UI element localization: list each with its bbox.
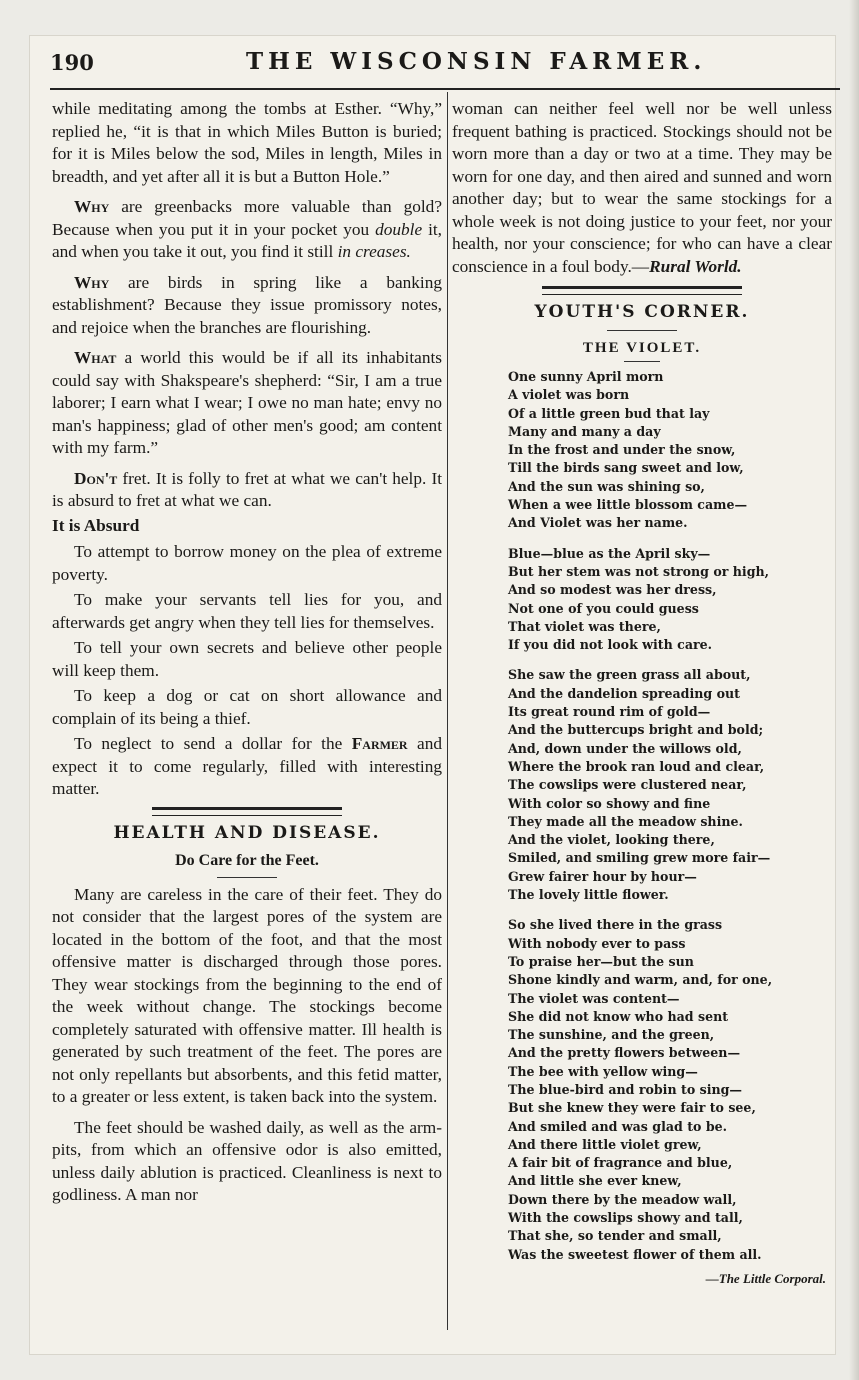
- text-run: and expect it to come regularly, filled with interesting matter.: [52, 734, 442, 798]
- poem-line: With color so showy and fine: [508, 795, 711, 811]
- paragraph-feet-continued: [452, 98, 832, 278]
- poem-line: They made all the meadow shine.: [508, 813, 743, 829]
- lead-word: What: [74, 348, 117, 367]
- text-run: are greenbacks more valuable than gold? Because when you put it in your pocket you: [52, 197, 442, 239]
- absurd-item-farmer: [52, 733, 442, 801]
- poem-line: And little she ever knew,: [508, 1173, 682, 1189]
- poem-stanza: [508, 916, 832, 1264]
- poem-line: That she, so tender and small,: [508, 1228, 722, 1244]
- title-rule: [217, 877, 277, 878]
- poem-line: She saw the green grass all about,: [508, 667, 751, 683]
- section-rule: [542, 286, 742, 295]
- text-run: fret. It is folly to fret at what we can't help. It is absurd to fret at what we can.: [52, 468, 442, 510]
- title-rule: [624, 361, 660, 362]
- paragraph-greenbacks: [52, 196, 442, 264]
- poem-line: With the cowslips showy and tall,: [508, 1210, 743, 1226]
- title-rule: [607, 330, 677, 331]
- right-column: [452, 98, 832, 1290]
- poem-line: And Violet was her name.: [508, 515, 688, 531]
- poem-line: But her stem was not strong or high,: [508, 563, 770, 579]
- poem-the-violet: [508, 368, 832, 1264]
- emphasis: double: [375, 219, 423, 239]
- absurd-item: To keep a dog or cat on short allowance and complain of its being a thief.: [52, 686, 442, 728]
- poem-line: With nobody ever to pass: [508, 935, 686, 951]
- source-credit: Rural World.: [649, 256, 742, 276]
- poem-line: The cowslips were clustered near,: [508, 777, 747, 793]
- text-run: are birds in spring like a banking establishment? Because they issue promissory notes, and rejoice when the branches are flourishing.: [52, 272, 442, 337]
- section-title-youth: YOUTH'S CORNER.: [534, 302, 750, 322]
- poem-line: Its great round rim of gold—: [508, 704, 711, 720]
- header-rule: [50, 88, 840, 90]
- poem-line: Was the sweetest flower of them all.: [508, 1246, 762, 1262]
- poem-line: And so modest was her dress,: [508, 582, 717, 598]
- poem-line: And the buttercups bright and bold;: [508, 722, 764, 738]
- poem-line: Of a little green bud that lay: [508, 405, 710, 421]
- paragraph-miles-button: while meditating among the tombs at Esther. “Why,” replied he, “it is that in which Miles Button is buried; for it is Miles below the sod, Miles in length, Miles in breadth, and yet after all it is but a Button Hole.”: [52, 99, 442, 186]
- poem-line: Many and many a day: [508, 423, 661, 439]
- poem-line: Where the brook ran loud and clear,: [508, 758, 765, 774]
- section-rule: [152, 807, 342, 816]
- poem-line: And the pretty flowers between—: [508, 1045, 741, 1061]
- poem-stanza: [508, 545, 832, 655]
- poem-line: Smiled, and smiling grew more fair—: [508, 850, 771, 866]
- poem-line: And, down under the willows old,: [508, 740, 742, 756]
- emphasis: in creases.: [337, 242, 411, 261]
- lead-word: Don't: [74, 468, 118, 488]
- poem-line: In the frost and under the snow,: [508, 442, 736, 458]
- poem-stanza: [508, 666, 832, 904]
- poem-line: Shone kindly and warm, and, for one,: [508, 972, 773, 988]
- poem-line: If you did not look with care.: [508, 637, 713, 653]
- absurd-item: To make your servants tell lies for you, and afterwards get angry when they tell lies for themselves.: [52, 590, 442, 632]
- paragraph-dont-fret: [52, 468, 442, 513]
- poem-stanza: [508, 368, 832, 533]
- poem-line: So she lived there in the grass: [508, 917, 723, 933]
- page-number: 190: [50, 50, 94, 75]
- poem-line: But she knew they were fair to see,: [508, 1100, 756, 1116]
- poem-line: A violet was born: [508, 387, 630, 403]
- poem-line: Till the birds sang sweet and low,: [508, 460, 744, 476]
- page-edge-shadow: [849, 0, 859, 1380]
- left-column: [52, 98, 442, 1215]
- poem-line: And there little violet grew,: [508, 1136, 702, 1152]
- poem-line: The lovely little flower.: [508, 887, 669, 903]
- poem-line: And the sun was shining so,: [508, 478, 705, 494]
- article-title-feet: Do Care for the Feet.: [175, 852, 319, 869]
- absurd-item: To attempt to borrow money on the plea of extreme poverty.: [52, 542, 442, 584]
- poem-line: And smiled and was glad to be.: [508, 1118, 728, 1134]
- lead-word: Why: [74, 197, 110, 216]
- poem-title: THE VIOLET.: [582, 339, 702, 356]
- paragraph-feet-1: Many are careless in the care of their feet. They do not consider that the largest pores of the system are located in the bottom of the foot, and that the most offensive matter is discharged through those pores. They wear stockings from the beginning to the end of the week without change. The stockings become completely saturated with offensive matter. Ill health is generated by such treatment of the feet. The pores are not only repellants but absorbents, and this fetid matter, to a greater or less extent, is taken back into the system.: [52, 884, 442, 1106]
- poem-line: And the dandelion spreading out: [508, 685, 740, 701]
- page-header: [50, 46, 840, 86]
- it-is-absurd-heading: It is Absurd: [52, 515, 140, 535]
- poem-line: Blue—blue as the April sky—: [508, 545, 711, 561]
- column-divider: [447, 92, 448, 1330]
- text-run: To neglect to send a dollar for the: [74, 734, 352, 753]
- lead-word: Why: [74, 272, 110, 292]
- paragraph-feet-2: The feet should be washed daily, as well as the arm-pits, from which an offensive odor is also emitted, unless daily ablution is practiced. Cleanliness is next to godliness. A man nor: [52, 1117, 442, 1204]
- poem-line: The bee with yellow wing—: [508, 1063, 698, 1079]
- paragraph-birds: [52, 272, 442, 340]
- absurd-item: To tell your own secrets and believe other people will keep them.: [52, 638, 442, 680]
- poem-line: Grew fairer hour by hour—: [508, 868, 697, 884]
- section-title-health: HEALTH AND DISEASE.: [113, 822, 381, 843]
- poem-line: Not one of you could guess: [508, 600, 699, 616]
- publication-name: Farmer: [351, 734, 408, 753]
- poem-line: To praise her—but the sun: [508, 953, 694, 969]
- poem-line: The violet was content—: [508, 990, 680, 1006]
- poem-line: The blue-bird and robin to sing—: [508, 1081, 743, 1097]
- poem-line: She did not know who had sent: [508, 1008, 729, 1024]
- poem-line: Down there by the meadow wall,: [508, 1191, 737, 1207]
- text-run: a world this would be if all its inhabitants could say with Shakspeare's shepherd: “Sir, I am a true laborer; I earn what I wear; I owe no man hate; envy no man's happiness; glad of other men's good; am content with my farm.”: [52, 348, 442, 457]
- text-run: it, and when you take it out, you find it still: [52, 219, 442, 261]
- running-title: THE WISCONSIN FARMER.: [246, 48, 707, 75]
- poem-line: The sunshine, and the green,: [508, 1027, 715, 1043]
- poem-line: That violet was there,: [508, 618, 661, 634]
- paragraph-shakspeare: [52, 347, 442, 460]
- poem-line: One sunny April morn: [508, 369, 664, 384]
- poem-line: When a wee little blossom came—: [508, 497, 748, 513]
- text-run: woman can neither feel well nor be well unless frequent bathing is practiced. Stockings should not be worn more than a day or two at a time. They may be worn for one day, and then aired and sunned and worn another day; but to wear the same stockings for a whole week is not doing justice to your feet, nor your health, nor your conscience; for who can have a clear conscience in a foul body.—: [452, 99, 832, 276]
- poem-line: A fair bit of fragrance and blue,: [508, 1155, 733, 1171]
- poem-credit: —The Little Corporal.: [705, 1270, 826, 1286]
- poem-line: And the violet, looking there,: [508, 832, 715, 848]
